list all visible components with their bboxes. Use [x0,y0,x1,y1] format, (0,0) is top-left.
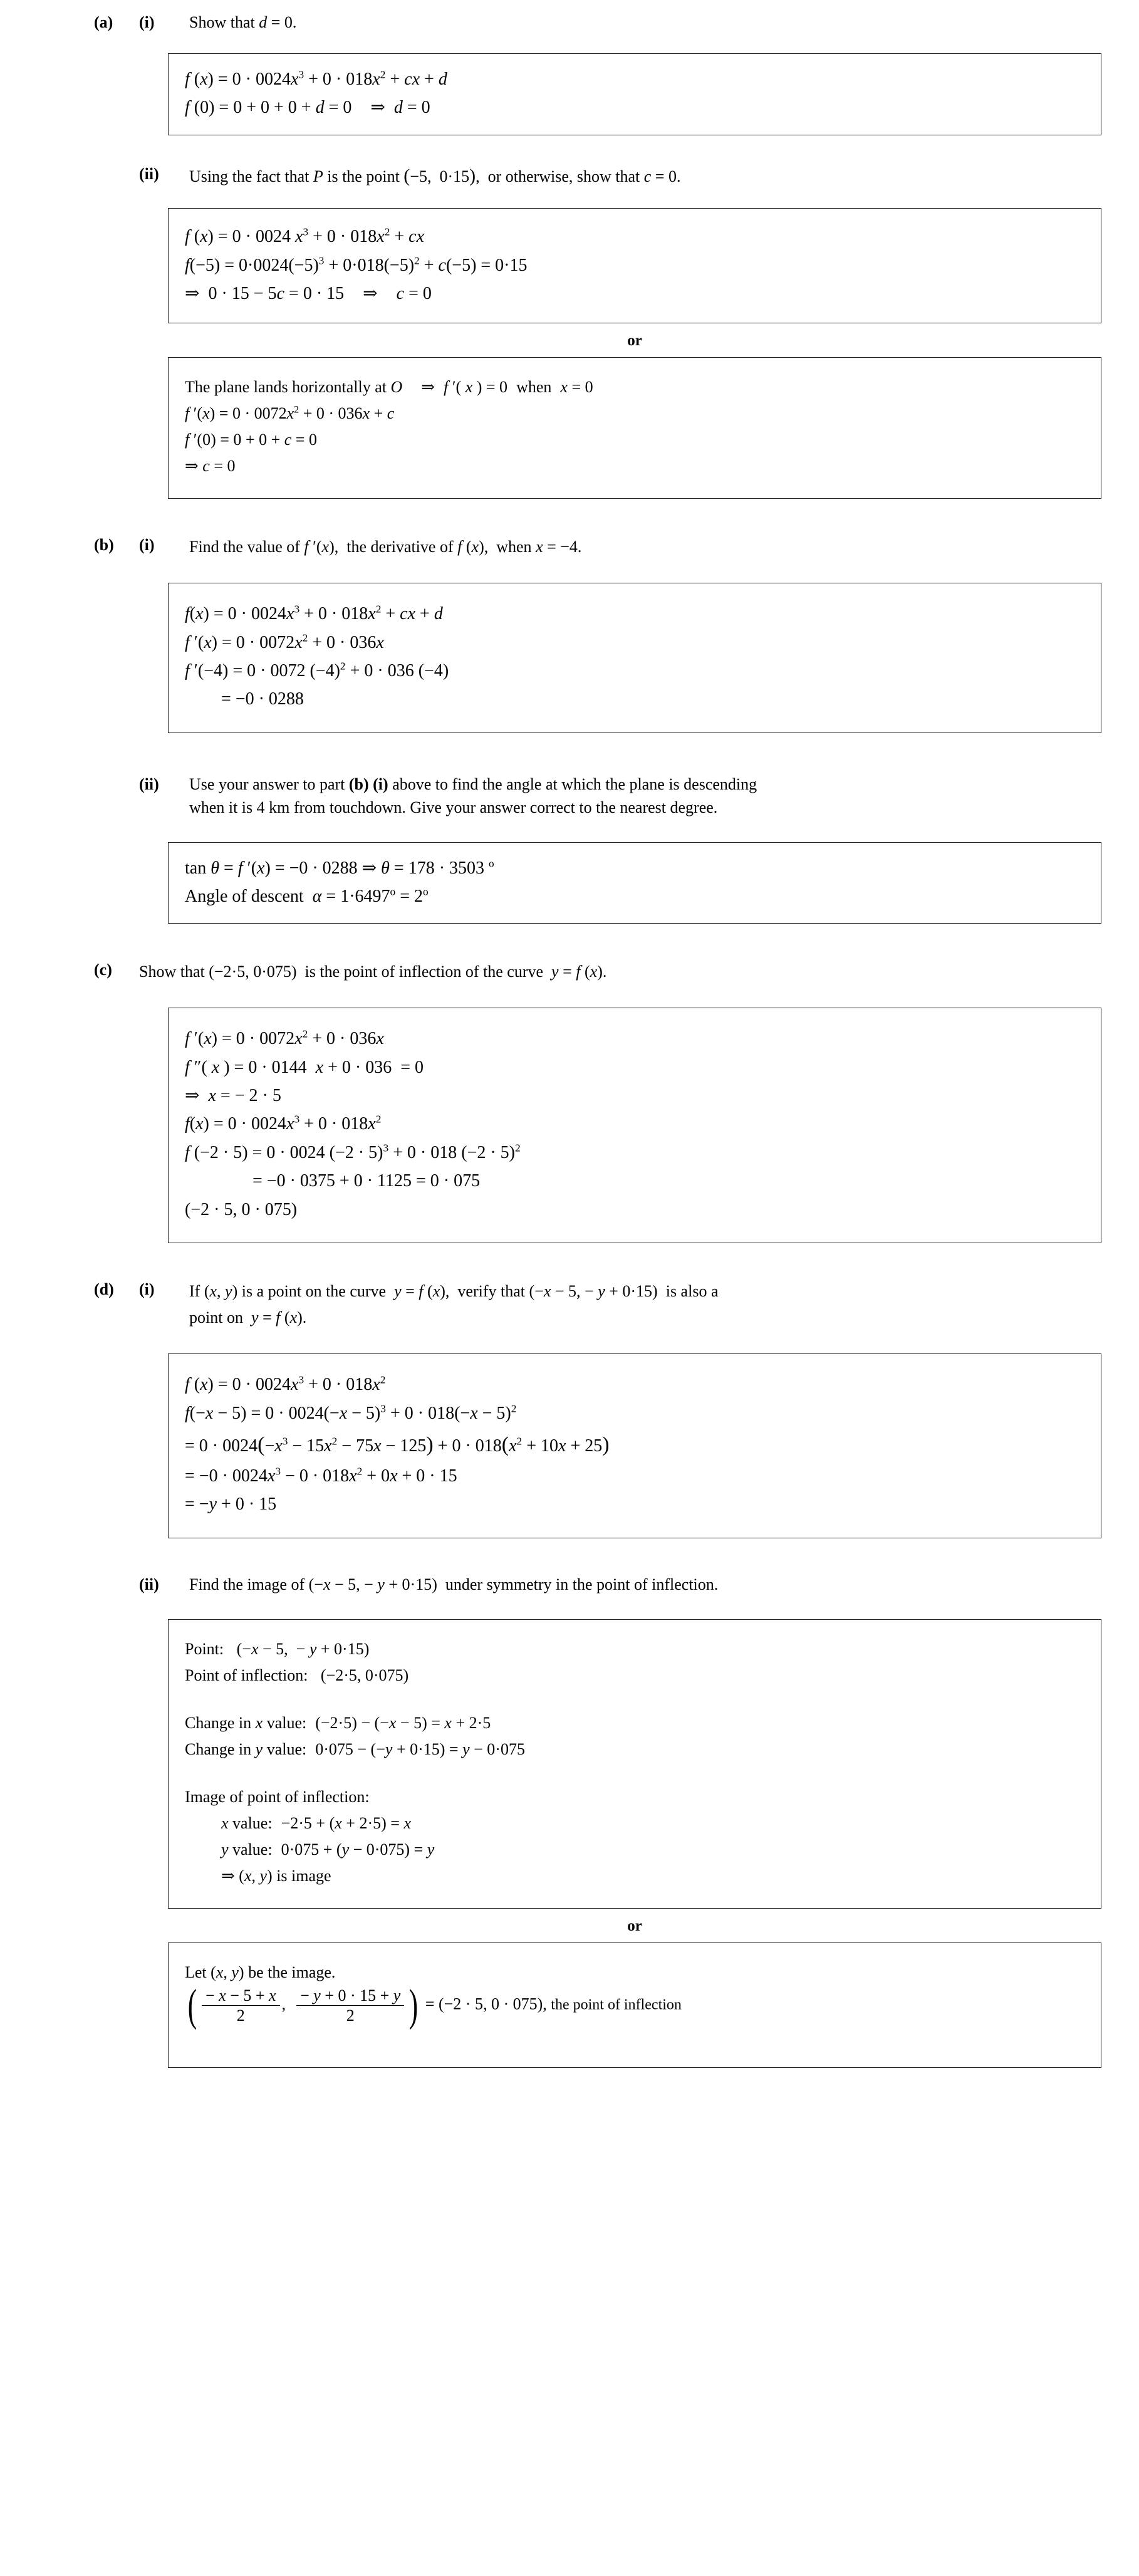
question-text-d-ii: Find the image of (−x − 5, − y + 0·15) under symmetry in the point of inflection. [189,1575,719,1593]
answer-box-wrap-d-ii [0,1619,1139,1909]
solution-line: $f(-5) = 0\cdot 0024(-5)^3 + 0\cdot 018(-5)^2 + c(-5) = 0\cdot 15$ [185,254,528,275]
solution-line: y value: 0·075 + (y − 0·075) = y [221,1840,435,1859]
solution-line: = −y + 0 · 15 [185,1494,277,1515]
fraction-y: $\frac{- y + 0 \cdot 15 + y}{2}$ [296,1986,404,2025]
answer-box-wrap-a-ii [0,208,1139,323]
part-label-c: (c) [94,961,112,979]
question-text-b-ii [189,773,1101,820]
answer-box-wrap-d-i [0,1353,1139,1538]
question-c [0,959,1139,985]
subpart-label-a-ii: (ii) [139,164,159,183]
image-heading: Image of point of inflection: [185,1788,370,1806]
answer-box-c [168,1008,1101,1243]
question-text-d-i [189,1278,1101,1331]
solution-d-ii [185,1636,1084,1890]
answer-box-d-ii [168,1619,1101,1909]
solution-line: ⇒ 0 · 15 − 5c = 0 · 15 ⇒ c = 0 [185,283,432,303]
answer-box-b-ii [168,842,1101,924]
solution-line: ⇒ (x, y) is image [221,1867,331,1885]
solution-line: f ′(−4) = 0 · 0072 $(-4)^2 + 0 \cdot 036$ (−4) [185,660,449,681]
solution-line: Point: (−x − 5, − y + 0·15) [185,1639,370,1658]
solution-a-ii-alt [185,374,1084,479]
question-d-ii [0,1573,1139,1597]
solution-line: (−2 · 5, 0 · 075) [185,1199,298,1219]
subpart-label-b-i: (i) [139,536,155,555]
answer-box-wrap-b-ii [0,842,1139,924]
solution-line: = $0 \cdot 0024(-x^3 - 15x^2 - 75x - 125) + 0 \cdot 018(x^2 + 10x + 25)$ [185,1432,610,1456]
solution-line: Angle of descent $\alpha = 1\cdot 6497^o = 2^o$ [185,885,429,906]
solution-a-ii [185,222,1084,308]
part-label-a: (a) [94,13,113,31]
question-a-i [0,11,1139,34]
solution-line: f (0) = 0 + 0 + 0 + d = 0 ⇒ d = 0 [185,98,430,118]
point-label: Point: [185,1639,224,1658]
inflection-label: Point of inflection: [185,1666,308,1684]
solution-d-i [185,1370,1084,1519]
answer-box-wrap-a-i [0,53,1139,135]
solution-line: tan θ = f ′(x) = −0 · 0288 ⇒ θ = 178 · 3503 $^o$ [185,857,494,878]
solution-line: = −0 · 0375 + 0 · 1125 = 0 · 075 [252,1171,481,1191]
solution-line: $f(x) = 0 \cdot 0024x^3 + 0 \cdot 018x^2$ + cx + d [185,603,443,624]
question-b-ii [0,773,1139,820]
solution-line: f $'(x) = 0 \cdot 0072x^2 + 0 \cdot 036x$ [185,632,384,652]
solution-c [185,1025,1084,1224]
solution-line: f (x) = 0 · 0024 $x^3 + 0 \cdot 018x^2$ + cx [185,226,425,247]
left-paren: ( [187,1979,197,2030]
answer-box-wrap-b-i [0,583,1139,733]
right-paren: ) [409,1979,419,2030]
question-b-ii-line2: when it is 4 km from touchdown. Give your answer correct to the nearest degree. [189,798,718,816]
solution-line: f $'(x) = 0 \cdot 0072x^2 + 0 \cdot 036x$ [185,1028,384,1049]
question-d-i-line2: point on y = f (x). [189,1308,307,1327]
spacer-line [185,1763,1084,1784]
or-separator: or [627,332,642,350]
solution-line: f ″( x ) = 0 · 0144 x + 0 · 036 = 0 [185,1057,424,1077]
solution-line [185,1784,1084,1810]
solution-line: = $-0 \cdot 0024x^3 - 0 \cdot 018x^2 + 0x + 0 \cdot 15$ [185,1465,457,1486]
question-d-i [0,1278,1139,1331]
solution-b-ii [185,854,1084,911]
answer-box-a-ii [168,208,1101,323]
solution-line: The plane lands horizontally at O ⇒ f ′( x ) = 0 when x = 0 [185,378,593,397]
question-b-ii-line1: Use your answer to part (b) (i) above to find the angle at which the plane is descending [189,774,757,793]
answer-box-wrap-a-ii-alt [0,357,1139,499]
solution-line: Let (x, y) be the image. [185,1963,336,1982]
or-separator: or [627,1917,642,1935]
solution-line: ⇒ c = 0 [185,457,236,476]
fraction-x: $\frac{- x - 5 + x}{2}$ [202,1986,280,2025]
solution-line-fraction: ( $\frac{- x - 5 + x}{2}$ , $\frac{- y + 0 \cdot 15 + y}{2}$ ) = (−2 · 5, 0 · 075), the point of inflection [187,1979,682,2030]
question-d-i-line1: If (x, y) is a point on the curve y = f (x), verify that (−x − 5, − y + 0·15) is also a [189,1281,719,1300]
subpart-label-a-i: (i) [139,13,155,31]
solution-line: $f(x) = 0 \cdot 0024x^3 + 0 \cdot 018x^2$ [185,1113,382,1134]
solution-line: $f(-x - 5) = 0 \cdot 0024(-x - 5)^3 + 0 \cdot 018(-x - 5)^2$ [185,1402,517,1423]
spacer-line [185,1689,1084,1710]
answer-box-wrap-d-ii-alt [0,1942,1139,2068]
question-text-a-ii: Using the fact that P is the point (−5, 0·15), or otherwise, show that c = 0. [189,165,681,186]
answer-box-a-ii-alt [168,357,1101,499]
answer-box-wrap-c [0,1008,1139,1243]
inflection-value: (−2·5, 0·075) [320,1666,409,1684]
or-separator-wrap-a-ii [0,323,1139,357]
solution-line: f ′(0) = 0 + 0 + c = 0 [185,430,317,449]
question-text-b-i: Find the value of f ′(x), the derivative of f (x), when x = −4. [189,538,582,556]
solution-line: Change in y value: 0·075 − (−y + 0·15) = y − 0·075 [185,1739,525,1758]
solution-b-i [185,600,1084,713]
part-label-b: (b) [94,536,114,555]
answer-box-a-i [168,53,1101,135]
subpart-label-b-ii: (ii) [139,774,159,793]
question-a-i-tail: = 0. [267,13,297,31]
solution-line: ⇒ x = − 2 · 5 [185,1086,281,1106]
answer-box-d-i [168,1353,1101,1538]
solution-line: f (−2 · 5) = 0 · 0024 $(-2 \cdot 5)^3 + 0 \cdot 018$ $(-2 \cdot 5)^2$ [185,1142,521,1162]
solution-line [185,1662,1084,1689]
subpart-label-d-i: (i) [139,1280,155,1298]
question-b-i [0,534,1139,560]
solution-line: f $'(x) = 0 \cdot 0072x^2 + 0 \cdot 036x + c$ [185,404,395,422]
solution-line: Change in x value: (−2·5) − (−x − 5) = x + 2·5 [185,1713,491,1732]
answer-box-d-ii-alt [168,1942,1101,2068]
question-a-ii [0,163,1139,190]
or-separator-wrap-d-ii [0,1909,1139,1942]
solution-d-ii-alt [185,1959,1084,2030]
subpart-label-d-ii: (ii) [139,1575,159,1593]
question-a-i-lead: Show that [189,13,259,31]
solution-a-i [185,65,1084,122]
part-label-d: (d) [94,1280,114,1298]
answer-box-b-i [168,583,1101,733]
solution-line: x value: −2·5 + (x + 2·5) = x [221,1814,411,1833]
solution-line: f $(x) = 0 \cdot 0024x^3 + 0 \cdot 018x^2$ [185,1374,386,1395]
question-text-c: Show that (−2·5, 0·075) is the point of inflection of the curve y = f (x). [139,962,607,981]
question-a-i-var: d [259,13,268,31]
solution-line: f $(x) = 0 \cdot 0024x^3 + 0 \cdot 018x^2$ + cx + d [185,68,447,89]
question-text-a-i [189,11,1101,34]
solution-line: = −0 · 0288 [221,689,304,709]
